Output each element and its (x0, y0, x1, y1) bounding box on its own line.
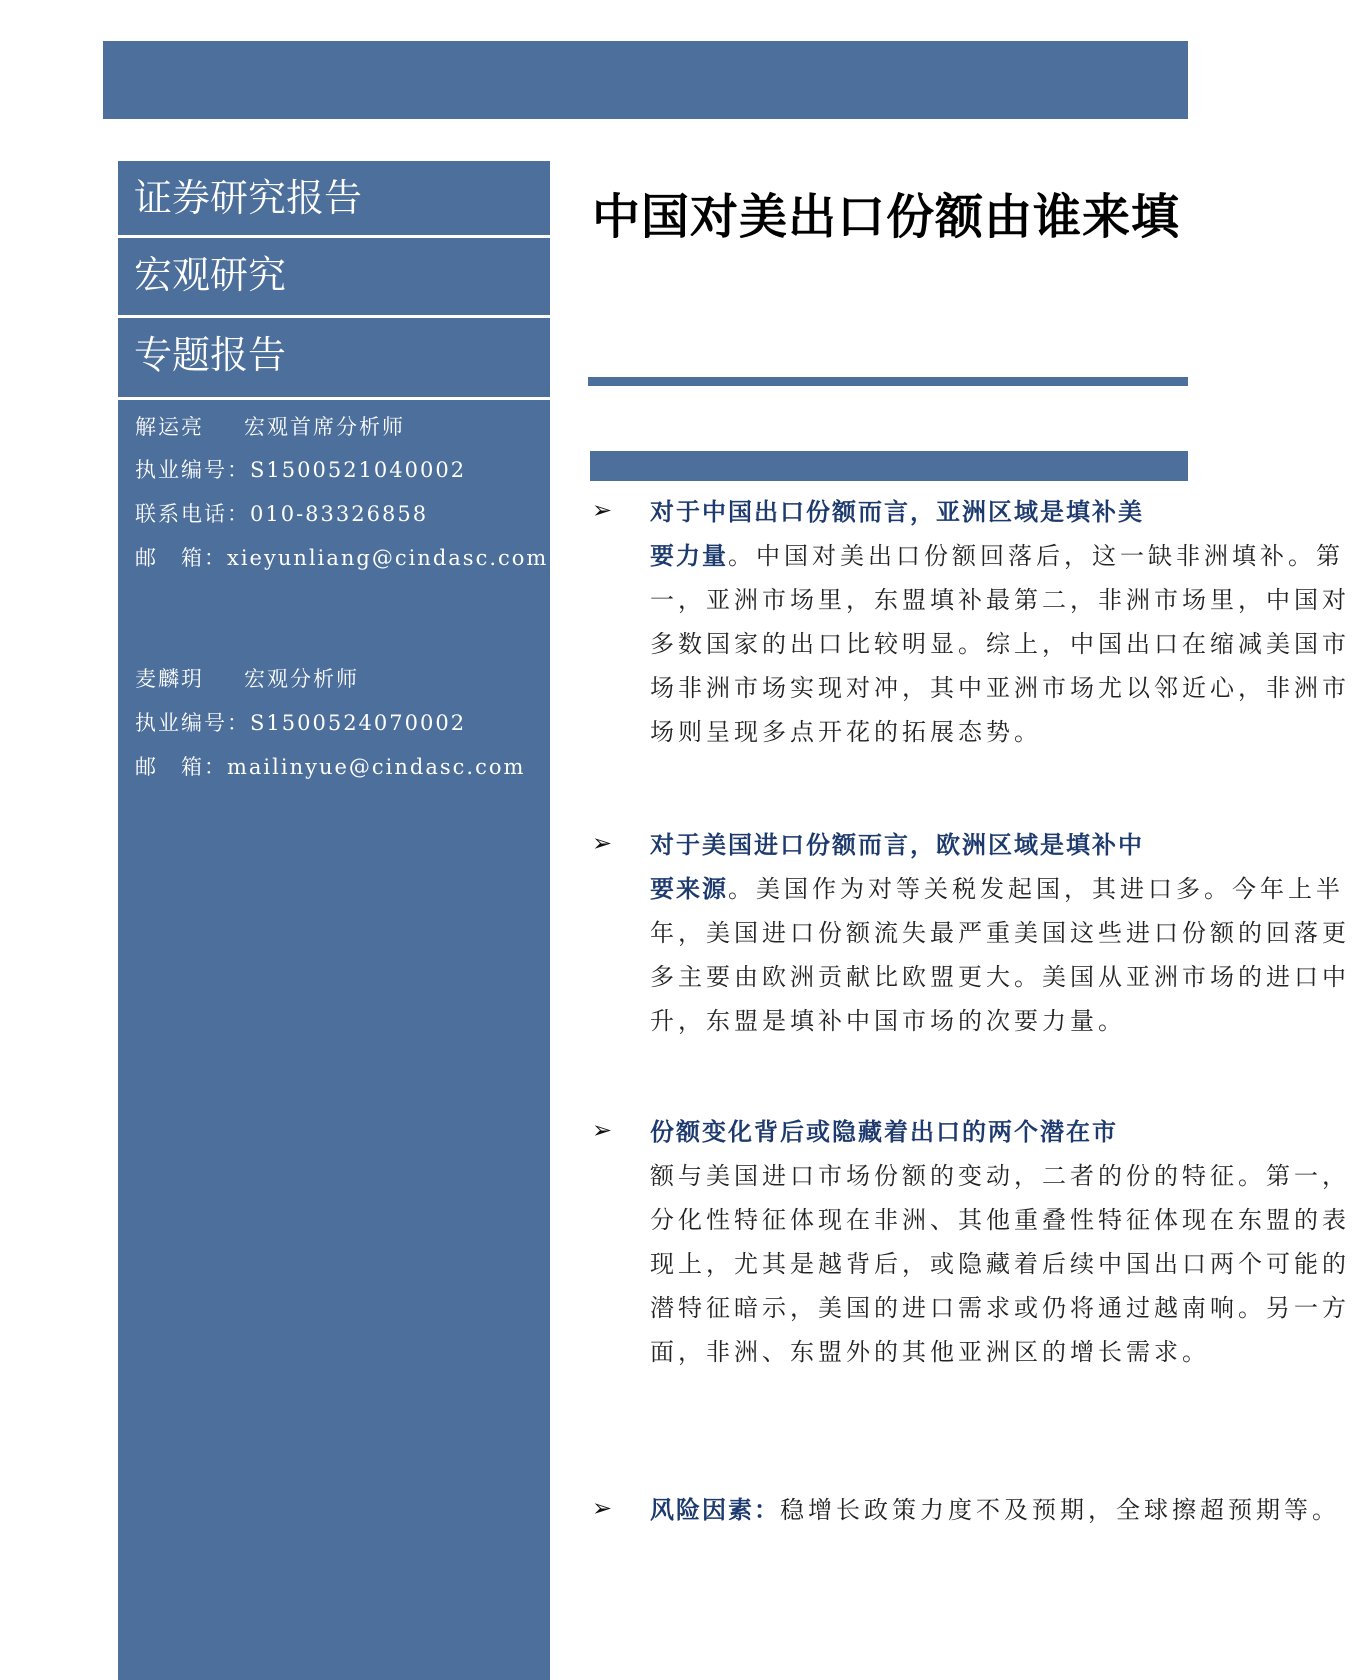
title-rule (588, 377, 1188, 386)
analyst-1-phone-line (135, 498, 428, 528)
sidebar-divider (118, 397, 550, 400)
sidebar (118, 161, 550, 1680)
cert-number: S1500524070002 (250, 711, 467, 735)
bullet-body: 。美国作为对等关税发起国，其进口多。今年上半年，美国进口份额流失最严重美国这些进口份额的回落更多主要由欧洲贡献比欧盟更大。美国从亚洲市场的进口中升，东盟是填补中国市场的次要力量。 (650, 875, 1350, 1035)
phone-number: 010-83326858 (250, 502, 429, 526)
bullet-body: 额与美国进口市场份额的变动，二者的份的特征。第一，分化性特征体现在非洲、其他重叠性特征体现在东盟的表现上，尤其是越背后，或隐藏着后续中国出口两个可能的潜特征暗示，美国的进口需求或仍将通过越南响。另一方面，非洲、东盟外的其他亚洲区的增长需求。 (650, 1162, 1350, 1366)
phone-label: 联系电话： (135, 502, 250, 526)
summary-content (590, 490, 1350, 1680)
bullet-text (650, 490, 1370, 754)
bullet-body: 。中国对美出口份额回落后，这一缺非洲填补。第一，亚洲市场里，东盟填补最第二，非洲市场里，中国对多数国家的出口比较明显。综上，中国出口在缩减美国市场非洲市场实现对冲，其中亚洲市场尤以邻近心，非洲市场则呈现多点开花的拓展态势。 (650, 542, 1350, 746)
arrow-bullet-icon: ➢ (592, 496, 613, 524)
analyst-1-email-line (135, 542, 548, 572)
bullet-text (650, 823, 1370, 1043)
analyst-2-email-line (135, 751, 525, 781)
analyst-1-cert-line (135, 454, 466, 484)
email-address[interactable]: mailinyue@cindasc.com (227, 755, 526, 779)
cert-label: 执业编号： (135, 458, 250, 482)
report-type-heading: 证券研究报告 (134, 176, 363, 220)
bullet-lead-tail: 要力量 (650, 541, 728, 570)
arrow-bullet-icon: ➢ (592, 1116, 613, 1144)
analyst-1-name-line (135, 411, 405, 441)
bullet-text (650, 1110, 1370, 1374)
analyst-2-name-line (135, 663, 359, 693)
bullet-lead: 对于美国进口份额而言，欧洲区域是填补中 (650, 830, 1144, 859)
analyst-role: 宏观首席分析师 (244, 415, 405, 439)
email-label: 邮 箱： (135, 546, 227, 570)
analyst-name: 麦麟玥 (135, 667, 204, 691)
bullet-lead: 份额变化背后或隐藏着出口的两个潜在市 (650, 1117, 1118, 1146)
bullet-lead: 风险因素： (650, 1495, 780, 1524)
cert-label: 执业编号： (135, 711, 250, 735)
category-heading: 宏观研究 (134, 253, 287, 297)
analyst-name: 解运亮 (135, 415, 204, 439)
bullet-body: 稳增长政策力度不及预期，全球擦超预期等。 (780, 1496, 1340, 1524)
bullet-text (650, 1488, 1370, 1532)
bullet-lead: 对于中国出口份额而言，亚洲区域是填补美 (650, 497, 1144, 526)
bullet-lead-tail: 要来源 (650, 874, 728, 903)
email-label: 邮 箱： (135, 755, 227, 779)
arrow-bullet-icon: ➢ (592, 829, 613, 857)
summary-bar (590, 451, 1188, 481)
analyst-role: 宏观分析师 (244, 667, 359, 691)
email-address[interactable]: xieyunliang@cindasc.com (227, 546, 549, 570)
analyst-2-cert-line (135, 707, 466, 737)
header-band (103, 41, 1188, 119)
page-title: 中国对美出口份额由谁来填 (592, 189, 1181, 245)
subtype-heading: 专题报告 (134, 333, 287, 377)
arrow-bullet-icon: ➢ (592, 1494, 613, 1522)
cert-number: S1500521040002 (250, 458, 467, 482)
